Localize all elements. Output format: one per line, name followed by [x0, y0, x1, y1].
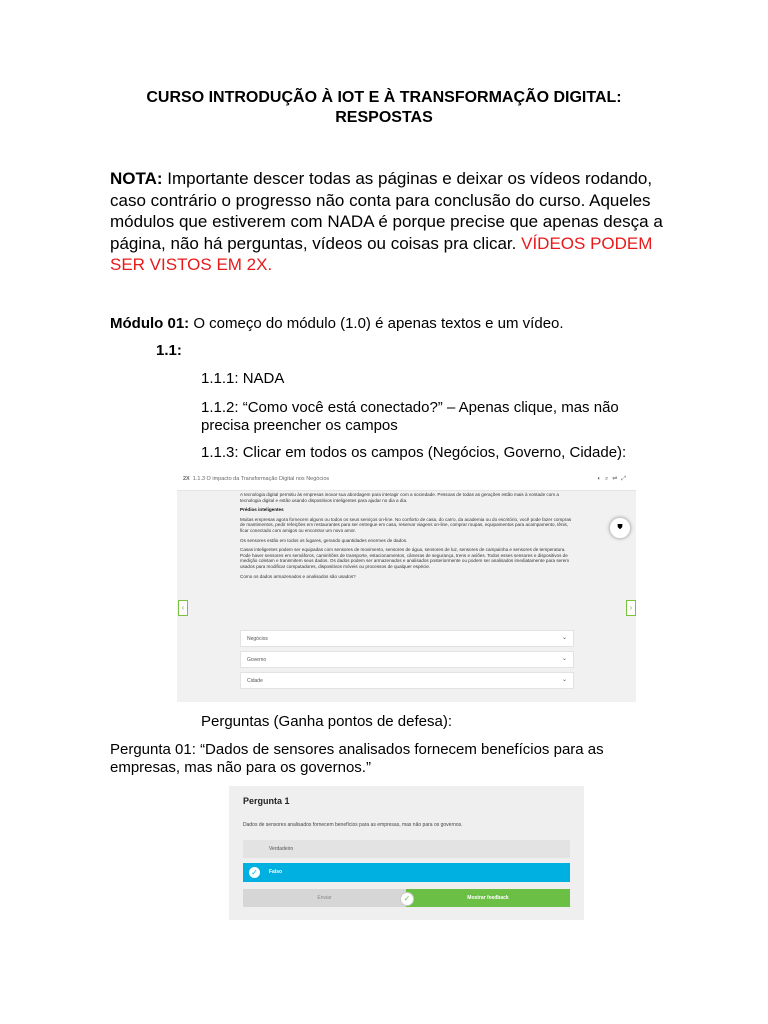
show-feedback-button[interactable]: Mostrar feedback: [406, 889, 570, 907]
chevron-down-icon: ⌄: [561, 656, 567, 662]
content-paragraph-1: Muitas empresas agora fornecem alguns ou todos os seus serviços on-line. No conforto de casa, do carro, da academia ou do escritório, você pode fazer compras de mantimentos, pedir refeições em restaurantes para ser entregue em casa, reservar viagens on-line, comprar roupas, equipamentos para acampamento, tênis, ficar conectado com amigos ou encontrar um novo amor.: [240, 516, 572, 533]
option-falso-selected[interactable]: [243, 863, 570, 882]
check-icon: ✓: [249, 867, 260, 878]
quiz-question: Dados de sensores analisados fornecem benefícios para as empresas, mas não para os governos.: [243, 822, 463, 828]
module-01-text: O começo do módulo (1.0) é apenas textos e um vídeo.: [189, 315, 564, 332]
content-question: Como os dados armazenados e analisados são usados?: [240, 573, 356, 579]
question-01-line-2: empresas, mas não para os governos.”: [110, 759, 371, 776]
item-1-1-3: 1.1.3: Clicar em todos os campos (Negócios, Governo, Cidade):: [201, 444, 627, 461]
course-breadcrumb: [183, 476, 329, 482]
document-title: [60, 88, 708, 128]
content-heading: Prédios inteligentes: [240, 507, 284, 513]
next-page-button[interactable]: ›: [626, 600, 636, 616]
topbar-icons: [597, 476, 630, 483]
chevron-down-icon: ⌄: [561, 677, 567, 683]
accordion-negocios[interactable]: [240, 630, 574, 647]
title-line-1: CURSO INTRODUÇÃO À IOT E À TRANSFORMAÇÃO DIGITAL:: [146, 89, 622, 106]
question-01-line-1: Pergunta 01: “Dados de sensores analisados fornecem benefícios para as: [110, 741, 604, 758]
course-topbar: [177, 472, 636, 491]
section-1-1-heading: 1.1:: [156, 342, 182, 359]
expand-icon[interactable]: ⤢: [621, 476, 630, 482]
search-icon[interactable]: ⌕: [605, 476, 613, 482]
item-1-1-2: [201, 399, 619, 435]
playback-speed: 2X: [183, 476, 190, 482]
item-1-1-2-line-1: 1.1.2: “Como você está conectado?” – Apenas clique, mas não: [201, 399, 619, 416]
content-intro: A tecnologia digital permitiu às empresas inovar sua abordagem para interagir com a sociedade. Pessoas de todas as gerações estão mais à vontade com a tecnologia digital e estão usando dispositivos inteligentes para ajudar no dia a dia.: [240, 492, 559, 503]
check-icon: ✓: [400, 892, 414, 906]
accordion-label: Cidade: [247, 678, 263, 684]
breadcrumb-text: 1.1.3 O impacto da Transformação Digital nos Negócios: [192, 476, 330, 482]
note-label: NOTA:: [110, 169, 163, 188]
content-paragraph-2: Os sensores estão em todos os lugares, gerando quantidades enormes de dados.: [240, 537, 408, 543]
prev-page-button[interactable]: ‹: [178, 600, 188, 616]
accordion-governo[interactable]: [240, 651, 574, 668]
note-text: Importante descer todas as páginas e deixar os vídeos rodando, caso contrário o progresso não conta para conclusão do curso. Aqueles módulos que estiverem com NADA é porque precise que apenas desça a página, não há perguntas, vídeos ou coisas pra clicar.: [110, 169, 663, 253]
chevron-down-icon: ⌄: [561, 635, 567, 641]
option-verdadeiro[interactable]: [243, 840, 570, 858]
option-label: Falso: [269, 869, 283, 875]
questions-intro: Perguntas (Ganha pontos de defesa):: [201, 713, 453, 730]
item-1-1-1: 1.1.1: NADA: [201, 370, 285, 387]
note-paragraph: [110, 168, 670, 276]
course-content: [240, 492, 576, 583]
quiz-title: Pergunta 1: [243, 796, 290, 806]
question-01-text: [110, 741, 604, 777]
course-page-screenshot: [177, 472, 636, 702]
language-icon[interactable]: ⇄: [612, 476, 622, 482]
item-1-1-2-line-2: precisa preencher os campos: [201, 417, 398, 434]
shield-icon[interactable]: ⛊: [609, 517, 631, 539]
title-line-2: RESPOSTAS: [335, 109, 433, 126]
option-label: Verdadeiro: [269, 846, 294, 852]
content-paragraph-3: Casas inteligentes podem ser equipadas com sensores de movimento, sensores de água, sensores de luz, sensores de campainha e sensores de temperatura. Pode haver sensores em semáforos, caminhões de transporte, estacionamentos, câmeras de segurança, trens e aviões. Todos esses sensores e dispositivos de medição coletam e transmitem seus dados. Os dados podem ser armazenados e analisados posteriormente ou podem ser analisados imediatamente para serem usados para modificar computadores, dispositivos móveis ou processos de qualquer espécie.: [240, 547, 570, 569]
moon-icon[interactable]: ◐: [597, 476, 605, 482]
module-01-line: [110, 315, 564, 333]
quiz-screenshot: [229, 786, 584, 920]
accordion-label: Governo: [247, 657, 267, 663]
accordion-label: Negócios: [247, 636, 268, 642]
accordion-cidade[interactable]: [240, 672, 574, 689]
module-01-label: Módulo 01:: [110, 315, 190, 332]
submit-button[interactable]: Enviar: [243, 889, 406, 907]
note-highlight: VÍDEOS PODEM SER VISTOS EM 2X.: [110, 233, 653, 274]
